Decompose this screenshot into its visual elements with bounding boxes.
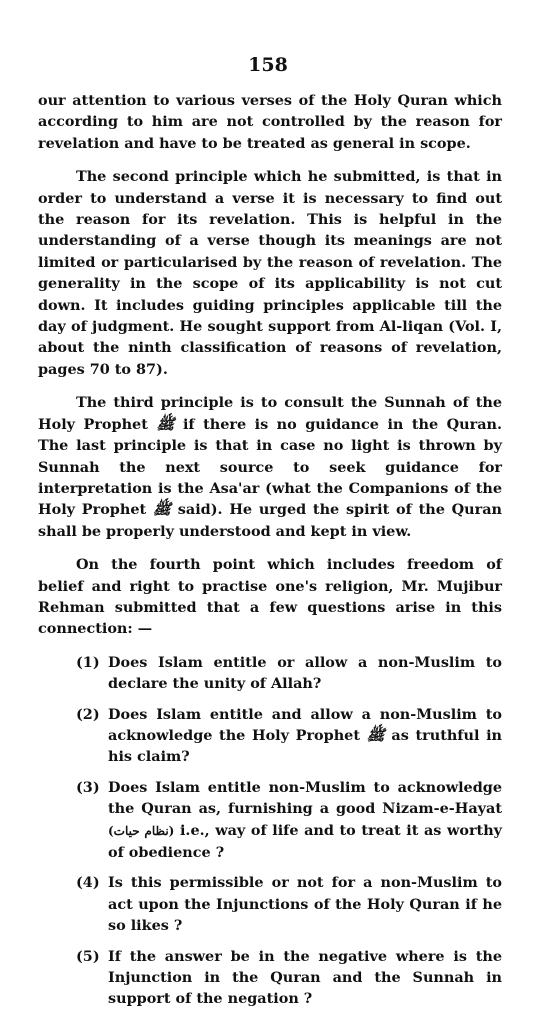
question-text: i.e., way of life and to treat it as worthy of obedience ? xyxy=(108,821,503,861)
question-number: (3) xyxy=(76,778,100,796)
paragraph-text: The third principle is to consult the Sunnah of the Holy Prophet xyxy=(38,394,502,433)
question-item xyxy=(38,777,502,864)
honorific-symbol: ﷺ xyxy=(156,414,175,433)
paragraph-text: said). He urged the spirit of the Quran shall be properly understood and kept in view. xyxy=(38,501,502,540)
question-item xyxy=(38,946,502,1010)
question-number: (2) xyxy=(76,705,100,723)
question-item xyxy=(38,704,502,768)
question-number: (4) xyxy=(76,874,100,892)
honorific-symbol: ﷺ xyxy=(152,500,172,519)
question-number: (1) xyxy=(76,653,100,671)
question-text: Does Islam entitle non-Muslim to acknowledge the Quran as, furnishing a good Nizam-e-Hayat xyxy=(108,778,502,818)
body-text xyxy=(38,90,502,1019)
question-text: as truthful in his claim? xyxy=(108,726,502,766)
question-text: Is this permissible or not for a non-Muslim to act upon the Injunctions of the Holy Quran if he so likes ? xyxy=(108,874,502,935)
paragraph-text: if there is no guidance in the Quran. The last principle is that in case no light is thrown by Sunnah the next source to seek guidance for interpretation is the Asa'ar (what the Companions of the Holy Prophet xyxy=(38,415,502,519)
question-item xyxy=(38,652,502,695)
paragraph-continuation: our attention to various verses of the Holy Quran which according to him are not controlled by the reason for revelation and have to be treated as general in scope. xyxy=(38,92,502,152)
question-number: (5) xyxy=(76,947,100,965)
paragraph-second-principle: The second principle which he submitted, is that in order to understand a verse it is necessary to find out the reason for its revelation. This is helpful in the understanding of a verse though its meanings are not limited or particularised by the reason of revelation. The generality in the scope of its applicability is not cut down. It includes guiding principles applicable till the day of judgment. He sought support from Al-liqan (Vol. I, about the ninth classification of reasons of revelation, pages 70 to 87). xyxy=(38,168,502,378)
question-text: Does Islam entitle or allow a non-Muslim to declare the unity of Allah? xyxy=(108,653,502,693)
honorific-symbol: ﷺ xyxy=(366,725,385,744)
question-item xyxy=(38,872,502,936)
urdu-term: (نظام حیات) xyxy=(108,823,175,838)
paragraph-third-principle xyxy=(38,392,502,542)
page-number: 158 xyxy=(248,54,288,76)
paragraph-fourth-point: On the fourth point which includes freedom of belief and right to practise one's religion, Mr. Mujibur Rehman submitted that a few questions arise in this connection: — xyxy=(38,556,502,638)
question-list xyxy=(38,652,502,1010)
question-text: Does Islam entitle and allow a non-Muslim to acknowledge the Holy Prophet xyxy=(108,705,502,744)
question-text: If the answer be in the negative where is the Injunction in the Quran and the Sunnah in support of the negation ? xyxy=(108,947,502,1008)
